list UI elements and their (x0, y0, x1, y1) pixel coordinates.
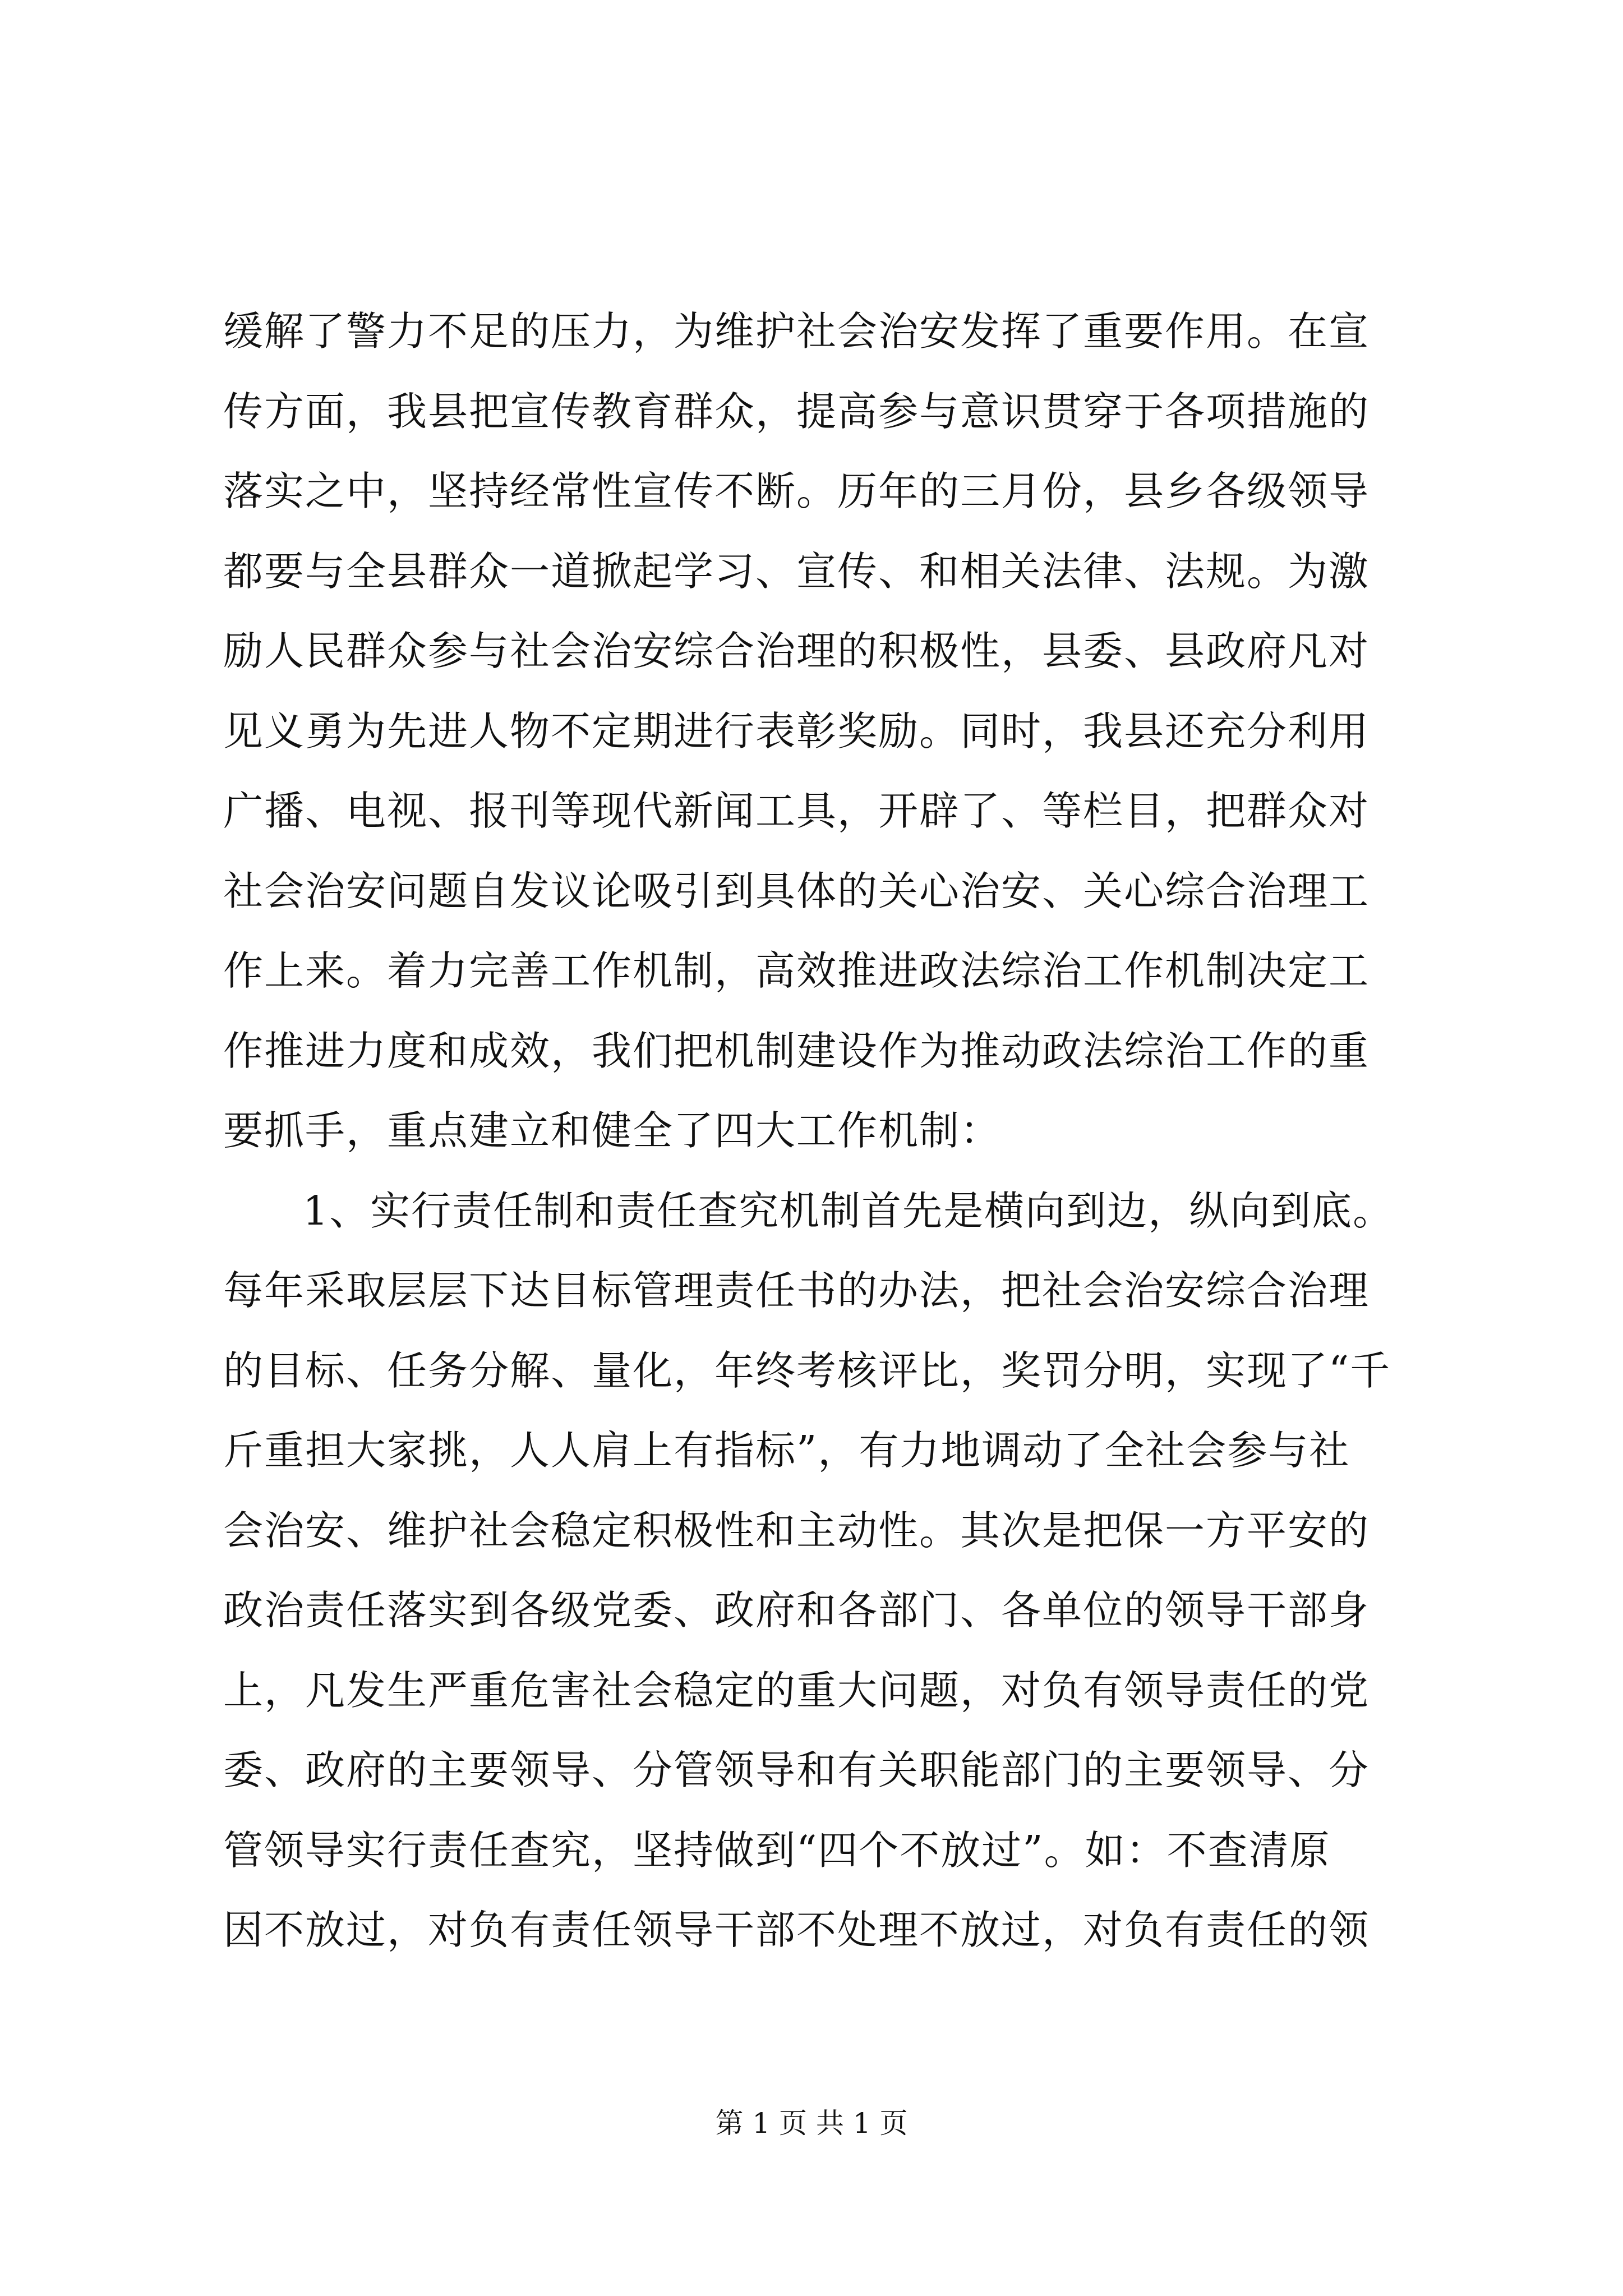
text-line: 励人民群众参与社会治安综合治理的积极性，县委、县政府凡对 (223, 628, 1370, 674)
paragraph-first-line: 1、实行责任制和责任查究机制首先是横向到边，纵向到底。 (303, 1187, 1394, 1234)
text-line: 上，凡发生严重危害社会稳定的重大问题，对负有领导责任的党 (223, 1667, 1370, 1714)
text-line: 见义勇为先进人物不定期进行表彰奖励。同时，我县还充分利用 (223, 707, 1370, 754)
text-line: 缓解了警力不足的压力，为维护社会治安发挥了重要作用。在宣 (223, 308, 1370, 355)
text-line: 因不放过，对负有责任领导干部不处理不放过，对负有责任的领 (223, 1907, 1370, 1953)
text-line: 的目标、任务分解、量化，年终考核评比，奖罚分明，实现了“千 (223, 1347, 1391, 1394)
text-line: 广播、电视、报刊等现代新闻工具，开辟了、等栏目，把群众对 (223, 788, 1370, 834)
text-line: 委、政府的主要领导、分管领导和有关职能部门的主要领导、分 (223, 1747, 1370, 1793)
text-line: 作推进力度和成效，我们把机制建设作为推动政法综治工作的重 (223, 1027, 1370, 1074)
text-line: 落实之中，坚持经常性宣传不断。历年的三月份，县乡各级领导 (223, 468, 1370, 514)
text-line: 作上来。着力完善工作机制，高效推进政法综治工作机制决定工 (223, 947, 1370, 994)
text-line: 斤重担大家挑，人人肩上有指标”，有力地调动了全社会参与社 (223, 1427, 1350, 1474)
text-line: 管领导实行责任查究，坚持做到“四个不放过”。如：不查清原 (223, 1826, 1331, 1874)
text-line: 会治安、维护社会稳定积极性和主动性。其次是把保一方平安的 (223, 1507, 1370, 1554)
text-line: 传方面，我县把宣传教育群众，提高参与意识贯穿于各项措施的 (223, 388, 1370, 435)
text-line: 要抓手，重点建立和健全了四大工作机制： (223, 1107, 1002, 1154)
text-line: 都要与全县群众一道掀起学习、宣传、和相关法律、法规。为激 (223, 547, 1370, 595)
text-line: 政治责任落实到各级党委、政府和各部门、各单位的领导干部身 (223, 1587, 1370, 1634)
text-line: 社会治安问题自发议论吸引到具体的关心治安、关心综合治理工 (223, 867, 1370, 914)
page-number-label: 第 1 页 共 1 页 (715, 2107, 908, 2139)
text-line: 每年采取层层下达目标管理责任书的办法，把社会治安综合治理 (223, 1267, 1370, 1314)
document-body (223, 292, 1423, 1971)
page-footer (0, 2101, 1623, 2141)
